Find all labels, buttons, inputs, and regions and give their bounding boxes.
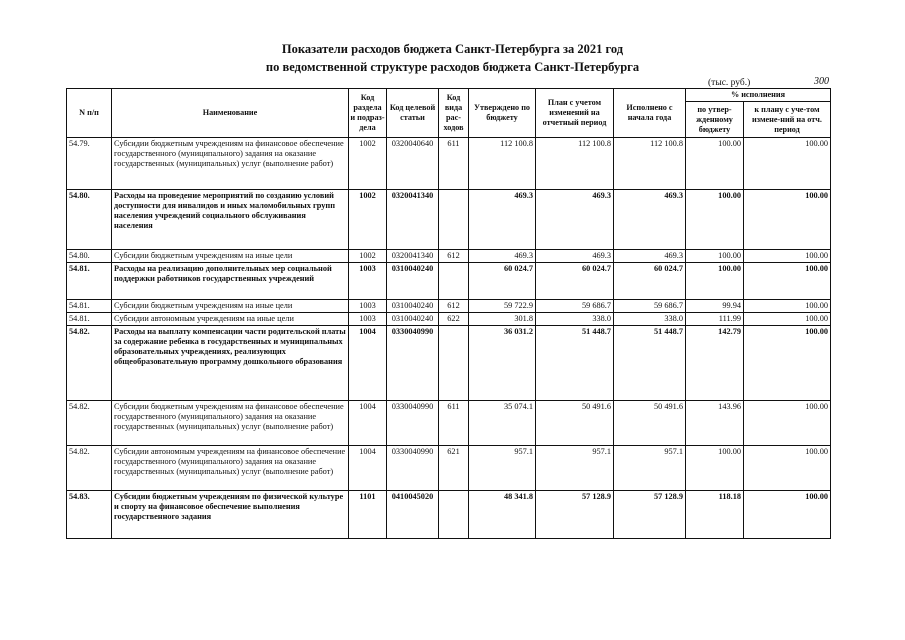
header-name: Наименование <box>112 89 349 138</box>
row-razdel-code: 1002 <box>349 190 387 250</box>
header-pct-approved: по утвер-жденному бюджету <box>686 102 744 138</box>
row-razdel-code: 1003 <box>349 300 387 313</box>
page-number: 300 <box>814 76 829 87</box>
row-name: Субсидии бюджетным учреждениям на иные цели <box>112 300 349 313</box>
row-executed: 112 100.8 <box>614 138 686 190</box>
row-number: 54.80. <box>67 250 112 263</box>
row-pct-approved: 100.00 <box>686 263 744 300</box>
row-razdel-code: 1003 <box>349 263 387 300</box>
row-plan: 60 024.7 <box>536 263 614 300</box>
row-pct-plan: 100.00 <box>744 491 831 539</box>
row-plan: 51 448.7 <box>536 326 614 401</box>
row-vid-code <box>439 263 469 300</box>
table-row <box>67 401 831 446</box>
row-executed: 60 024.7 <box>614 263 686 300</box>
row-plan: 469.3 <box>536 190 614 250</box>
row-name: Расходы на проведение мероприятий по созданию условий доступности для инвалидов и иных маломобильных групп населения учреждений социального обслуживания населения <box>112 190 349 250</box>
row-name: Субсидии бюджетным учреждениям на финансовое обеспечение государственного (муниципального) задания на оказание государственных (муниципальных) услуг (выполнение работ) <box>112 401 349 446</box>
row-approved: 469.3 <box>469 190 536 250</box>
row-vid-code: 612 <box>439 300 469 313</box>
row-approved: 957.1 <box>469 446 536 491</box>
row-statya-code: 0330040990 <box>387 326 439 401</box>
row-vid-code: 622 <box>439 313 469 326</box>
row-razdel-code: 1002 <box>349 138 387 190</box>
row-plan: 957.1 <box>536 446 614 491</box>
row-vid-code: 611 <box>439 138 469 190</box>
row-approved: 59 722.9 <box>469 300 536 313</box>
row-approved: 301.8 <box>469 313 536 326</box>
row-name: Расходы на выплату компенсации части родительской платы за содержание ребенка в государственных и муниципальных образовательных учреждениях, реализующих общеобразовательную программу дошкольного образования <box>112 326 349 401</box>
row-executed: 51 448.7 <box>614 326 686 401</box>
row-vid-code <box>439 491 469 539</box>
row-approved: 112 100.8 <box>469 138 536 190</box>
header-razdel: Код раздела и подраз-дела <box>349 89 387 138</box>
row-pct-approved: 99.94 <box>686 300 744 313</box>
table-row <box>67 300 831 313</box>
row-statya-code: 0310040240 <box>387 313 439 326</box>
document-title <box>0 40 905 76</box>
row-statya-code: 0410045020 <box>387 491 439 539</box>
title-line-1: Показатели расходов бюджета Санкт-Петербурга за 2021 год <box>281 42 624 56</box>
row-pct-plan: 100.00 <box>744 250 831 263</box>
row-pct-approved: 118.18 <box>686 491 744 539</box>
row-pct-approved: 111.99 <box>686 313 744 326</box>
row-number: 54.83. <box>67 491 112 539</box>
header-statya: Код целевой статьи <box>387 89 439 138</box>
row-number: 54.82. <box>67 401 112 446</box>
row-razdel-code: 1004 <box>349 326 387 401</box>
row-razdel-code: 1004 <box>349 446 387 491</box>
row-plan: 112 100.8 <box>536 138 614 190</box>
header-executed: Исполнено с начала года <box>614 89 686 138</box>
row-number: 54.82. <box>67 326 112 401</box>
row-number: 54.81. <box>67 313 112 326</box>
row-pct-plan: 100.00 <box>744 300 831 313</box>
row-statya-code: 0320041340 <box>387 250 439 263</box>
header-approved: Утверждено по бюджету <box>469 89 536 138</box>
row-pct-plan: 100.00 <box>744 446 831 491</box>
row-pct-approved: 142.79 <box>686 326 744 401</box>
row-pct-plan: 100.00 <box>744 326 831 401</box>
row-plan: 50 491.6 <box>536 401 614 446</box>
row-name: Субсидии бюджетным учреждениям по физической культуре и спорту на финансовое обеспечение выполнения государственного задания <box>112 491 349 539</box>
row-pct-plan: 100.00 <box>744 263 831 300</box>
row-statya-code: 0330040990 <box>387 401 439 446</box>
row-statya-code: 0310040240 <box>387 263 439 300</box>
row-vid-code: 621 <box>439 446 469 491</box>
header-pct-plan: к плану с уче-том измене-ний на отч. период <box>744 102 831 138</box>
table-row <box>67 446 831 491</box>
row-approved: 36 031.2 <box>469 326 536 401</box>
table-row <box>67 326 831 401</box>
row-razdel-code: 1002 <box>349 250 387 263</box>
row-plan: 338.0 <box>536 313 614 326</box>
row-number: 54.82. <box>67 446 112 491</box>
table-row <box>67 263 831 300</box>
row-pct-approved: 100.00 <box>686 250 744 263</box>
header-num: N п/п <box>67 89 112 138</box>
row-vid-code <box>439 326 469 401</box>
row-plan: 57 128.9 <box>536 491 614 539</box>
header-pct-group: % исполнения <box>686 89 831 102</box>
row-executed: 59 686.7 <box>614 300 686 313</box>
row-razdel-code: 1004 <box>349 401 387 446</box>
row-approved: 48 341.8 <box>469 491 536 539</box>
row-approved: 35 074.1 <box>469 401 536 446</box>
row-executed: 50 491.6 <box>614 401 686 446</box>
row-pct-approved: 100.00 <box>686 446 744 491</box>
row-vid-code <box>439 190 469 250</box>
row-vid-code: 612 <box>439 250 469 263</box>
row-pct-approved: 100.00 <box>686 190 744 250</box>
row-executed: 57 128.9 <box>614 491 686 539</box>
row-statya-code: 0330040990 <box>387 446 439 491</box>
header-vid: Код вида рас-ходов <box>439 89 469 138</box>
table-row <box>67 250 831 263</box>
row-number: 54.81. <box>67 263 112 300</box>
row-vid-code: 611 <box>439 401 469 446</box>
row-razdel-code: 1101 <box>349 491 387 539</box>
row-pct-approved: 100.00 <box>686 138 744 190</box>
row-razdel-code: 1003 <box>349 313 387 326</box>
row-name: Субсидии бюджетным учреждениям на иные цели <box>112 250 349 263</box>
row-pct-plan: 100.00 <box>744 401 831 446</box>
table-row <box>67 313 831 326</box>
row-executed: 338.0 <box>614 313 686 326</box>
row-statya-code: 0320041340 <box>387 190 439 250</box>
row-executed: 469.3 <box>614 190 686 250</box>
unit-label: (тыс. руб.) <box>708 78 751 88</box>
row-number: 54.79. <box>67 138 112 190</box>
row-executed: 957.1 <box>614 446 686 491</box>
row-plan: 469.3 <box>536 250 614 263</box>
row-name: Субсидии бюджетным учреждениям на финансовое обеспечение государственного (муниципального) задания на оказание государственных (муниципальных) услуг (выполнение работ) <box>112 138 349 190</box>
table-row <box>67 491 831 539</box>
table-row <box>67 190 831 250</box>
table-body <box>67 138 831 539</box>
table-row <box>67 138 831 190</box>
row-statya-code: 0320040640 <box>387 138 439 190</box>
row-number: 54.80. <box>67 190 112 250</box>
row-pct-plan: 100.00 <box>744 190 831 250</box>
budget-table <box>66 88 831 539</box>
row-pct-plan: 100.00 <box>744 313 831 326</box>
header-plan: План с учетом изменений на отчетный период <box>536 89 614 138</box>
row-name: Субсидии автономным учреждениям на иные цели <box>112 313 349 326</box>
row-plan: 59 686.7 <box>536 300 614 313</box>
row-name: Субсидии автономным учреждениям на финансовое обеспечение государственного (муниципального) задания на оказание государственных (муниципальных) услуг (выполнение работ) <box>112 446 349 491</box>
row-pct-approved: 143.96 <box>686 401 744 446</box>
row-pct-plan: 100.00 <box>744 138 831 190</box>
row-number: 54.81. <box>67 300 112 313</box>
row-approved: 60 024.7 <box>469 263 536 300</box>
row-executed: 469.3 <box>614 250 686 263</box>
title-line-2: по ведомственной структуре расходов бюджета Санкт-Петербурга <box>265 60 640 74</box>
row-approved: 469.3 <box>469 250 536 263</box>
row-name: Расходы на реализацию дополнительных мер социальной поддержки работников государственных учреждений <box>112 263 349 300</box>
row-statya-code: 0310040240 <box>387 300 439 313</box>
